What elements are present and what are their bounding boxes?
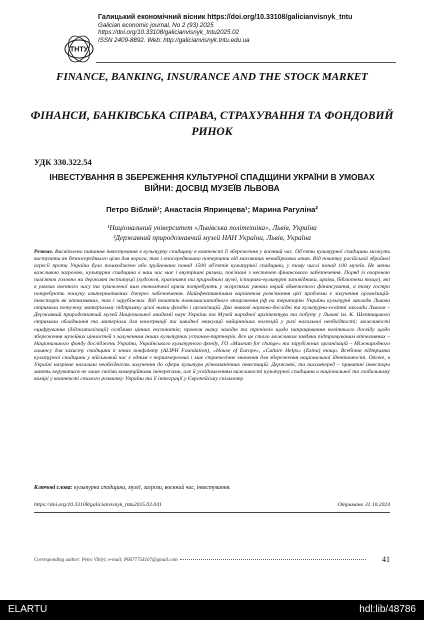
authors: Петро Віблий¹; Анастасія Япринцева¹; Марина Рагуліна²: [106, 205, 318, 214]
journal-title-en: Galician economic journal, No 2 (93) 2025: [98, 21, 214, 29]
journal-info: [98, 14, 388, 44]
affiliations: [34, 224, 390, 243]
journal-doi: https://doi.org/10.33108/galicianvisnyk_tntu2025.02: [98, 29, 240, 37]
abstract: [34, 249, 390, 383]
doi-row: [34, 502, 390, 508]
abstract-label: Резюме.: [34, 249, 54, 255]
abstract-text: Висвітлено питання інвестування в культурну спадщину в контексті її збереження у воєнний час. Об'єкти культурної спадщини можуть виступати як безпосереднього цілю для ворога, так і опосередковано потерпати від масованих невибіркових атак. Від початку російської збройної агресії проти України було пошкоджено або зруйновано понад 1500 об'єктів культурної спадщини, у тому числі понад 100 музеїв. Не менш важливою загрозою, культурна спадщина в наш час має і внутрішні ризики, пов'язані з нестачею фінансового забезпечення. Поряд із охороною пам'яток головно на державні інституції (художні, краєзнавчі та природничі музеї, історико-культурні заповідники, архіви, бібліотеки тощо), які в умовах воєнного часу та зумовленої ним економічної кризи потребують у жорстких умовах вкрай обмеженого фінансування, а тому гостро потребують пошуку альтернативних джерел забезпечення. Найефективнішим варіантом розв'язання цієї проблеми є залучення організацій-інвесторів як вітчизняних, так і зарубіжних. Від початків повномасштабного вторгнення рф на територію України культурні заклади Львова отримали потужну матеріальну підтримку цілої низки фондів і організацій. Два знакові науково-дослідні та культурно-освітні заклади Львова – Державний природознавчий музей Національної академії наук України та Музей народної архітектури та побуту у Львові ім. К. Шептицького отримали обладнання та матеріали для консервації та швидкої евакуації найцінніших колекцій у разі нагальної необхідності; можливості оцифрування (діджиталізації) особливо цінних експонатів; провели низку заходів та тренінгів щодо напрацювання новітнього досвіду щодо збереження музейних цінностей з залученням інших культурних установ-партнерів. Все це стало можливим завдяки підтримуваним вітчизняних – Національного фонду досліджень України, Українського культурного фонду, ГО «Museum for change» та зарубіжних організацій – Міжнародного альянсу для захисту спадщини в зонах конфлікту (ALIPH Foundation), «House of Europe», «Culture Helps» (Zaina) тощо. Всебічна підтримка культурної спадщини у військовий час є одним з першочергових і має стратегічне значення для збереження національної ідентичності. Отже, в Україні назріває нагальна необхідність залучення до сфери культури різноманітних інвестицій. Державні, та насамперед – приватні інвестори мають керуватися не лише своїми комерційними інтересами, але й усвідомленням важливості культурної спадщини в національної та глобальному вимірі у контексті сталого розвитку України та її інтеграції у Європейську спільноту.: [34, 249, 390, 382]
journal-issn: ISSN 2409-8892. Web: http://galicianvisnyk.tntu.edu.ua: [98, 36, 250, 44]
page-number: 41: [382, 555, 390, 564]
article-doi-link[interactable]: https://doi.org/10.33108/galicianvisnyk_tntu2025.02.041: [34, 502, 162, 508]
affiliation-1: ¹Національний університет «Львівська політехніка», Львів, Україна: [107, 224, 317, 232]
tntu-logo-icon: [64, 34, 94, 64]
affiliation-2: ²Державний природознавчий музей НАН України, Львів, Україна: [113, 233, 311, 242]
keywords: [34, 485, 390, 492]
keywords-text: культурна спадщина, музеї, загрози, воєнний час, інвестування.: [73, 485, 231, 491]
corresponding-author: Corresponding author: Petro Viblyi; e-mail: P0677754167@gmail.com: [34, 558, 178, 563]
journal-title-ua: Галицький економічний вісник https://doi.org/10.33108/galicianvisnyk_tntu: [98, 14, 353, 21]
handle-id[interactable]: hdl:lib/48786: [359, 604, 416, 615]
udc-code: УДК 330.322.54: [34, 157, 92, 167]
divider: [34, 512, 390, 513]
section-title-en: FINANCE, BANKING, INSURANCE AND THE STOCK MARKET: [56, 71, 368, 83]
footer: [34, 558, 390, 563]
article-title: ІНВЕСТУВАННЯ В ЗБЕРЕЖЕННЯ КУЛЬТУРНОЇ СПАДЩИНИ УКРАЇНИ В УМОВАХ ВІЙНИ: ДОСВІД МУЗЕЇВ ЛЬВОВА: [49, 172, 375, 193]
repository-bar: [0, 600, 424, 620]
footer-leader: [180, 559, 366, 560]
received-date: Отримано 31.10.2024: [337, 502, 390, 508]
header-rule: [96, 62, 396, 63]
logo-text: ТНТУ: [70, 46, 88, 54]
keywords-label: Ключові слова:: [34, 485, 73, 491]
section-title-ua: ФІНАНСИ, БАНКІВСЬКА СПРАВА, СТРАХУВАННЯ ТА ФОНДОВИЙ РИНОК: [30, 110, 394, 138]
repository-name[interactable]: ELARTU: [8, 604, 48, 615]
